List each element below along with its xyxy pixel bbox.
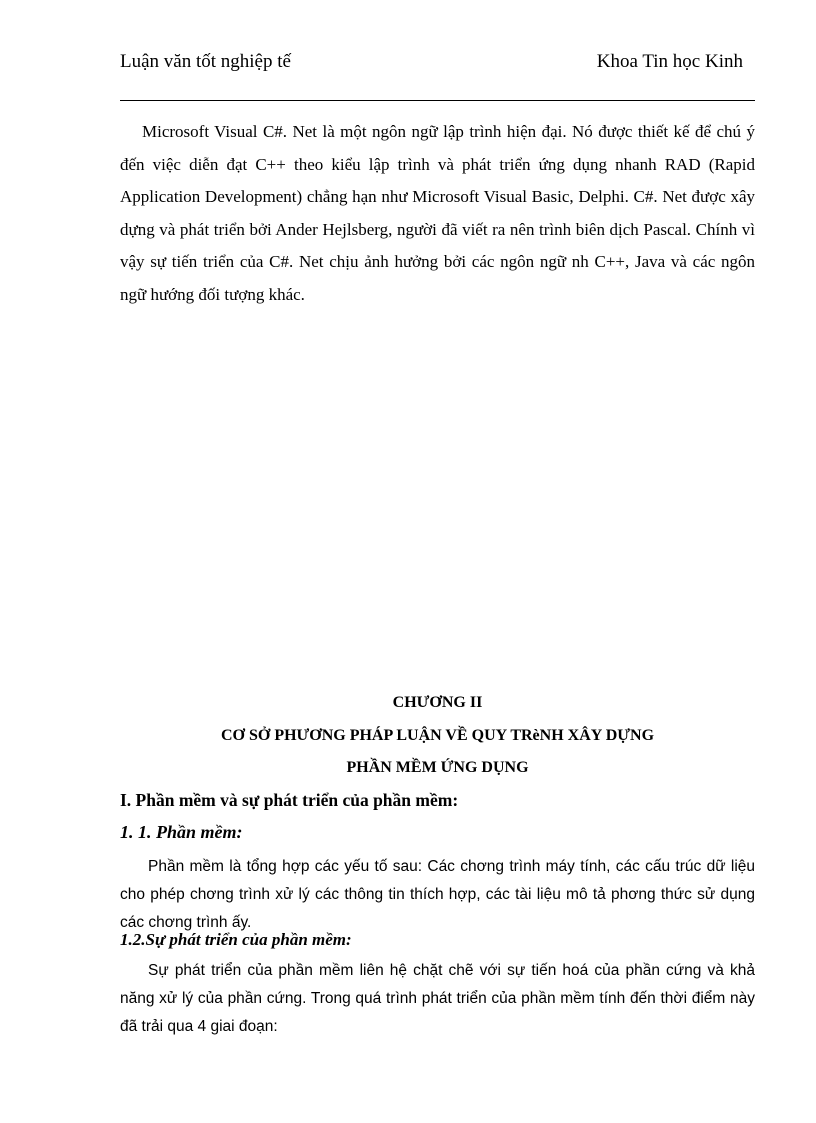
chapter-title-line-1: CƠ SỞ PHƯƠNG PHÁP LUẬN VỀ QUY TRèNH XÂY DỰNG [220,727,655,744]
subsection-1-2-paragraph: Sự phát triển của phần mềm liên hệ chặt chẽ với sự tiến hoá của phần cứng và khả năng xử lý của phần cứng. Trong quá trình phát triển của phần mềm tính đến thời điểm này đã trải qua 4 giai đoạn: [120,962,755,1035]
chapter-title-line-2: PHẦN MỀM ỨNG DỤNG [346,759,529,776]
chapter-number: CHƯƠNG II [392,694,483,711]
subsection-heading-1-2: 1.2.Sự phát triển của phần mềm: [120,930,352,949]
subsection-1-1-paragraph: Phần mềm là tổng hợp các yếu tố sau: Các chơng trình máy tính, các cấu trúc dữ liệu cho phép chơng trình xử lý các thông tin thích hợp, các tài liệu mô tả phơng thức sử dụng các chơng trình ấy. [120,858,755,931]
section-heading: I. Phần mềm và sự phát triển của phần mềm: [120,790,459,810]
header-right-text: Khoa Tin học Kinh [596,51,743,72]
intro-paragraph: Microsoft Visual C#. Net là một ngôn ngữ lập trình hiện đại. Nó được thiết kế để chú ý đến việc diễn đạt C++ theo kiểu lập trình và phát triển ứng dụng nhanh RAD (Rapid Application Development) chẳng hạn như Microsoft Visual Basic, Delphi. C#. Net được xây dựng và phát triển bởi Ander Hejlsberg, người đã viết ra nên trình biên dịch Pascal. Chính vì vậy sự tiến triển của C#. Net chịu ảnh hưởng bởi các ngôn ngữ nh C++, Java và các ngôn ngữ hướng đối tượng khác. [120,122,755,304]
page-header [120,48,755,101]
subsection-heading-1-1: 1. 1. Phần mềm: [120,822,243,842]
header-left-text: Luận văn tốt nghiệp tế [120,51,291,72]
